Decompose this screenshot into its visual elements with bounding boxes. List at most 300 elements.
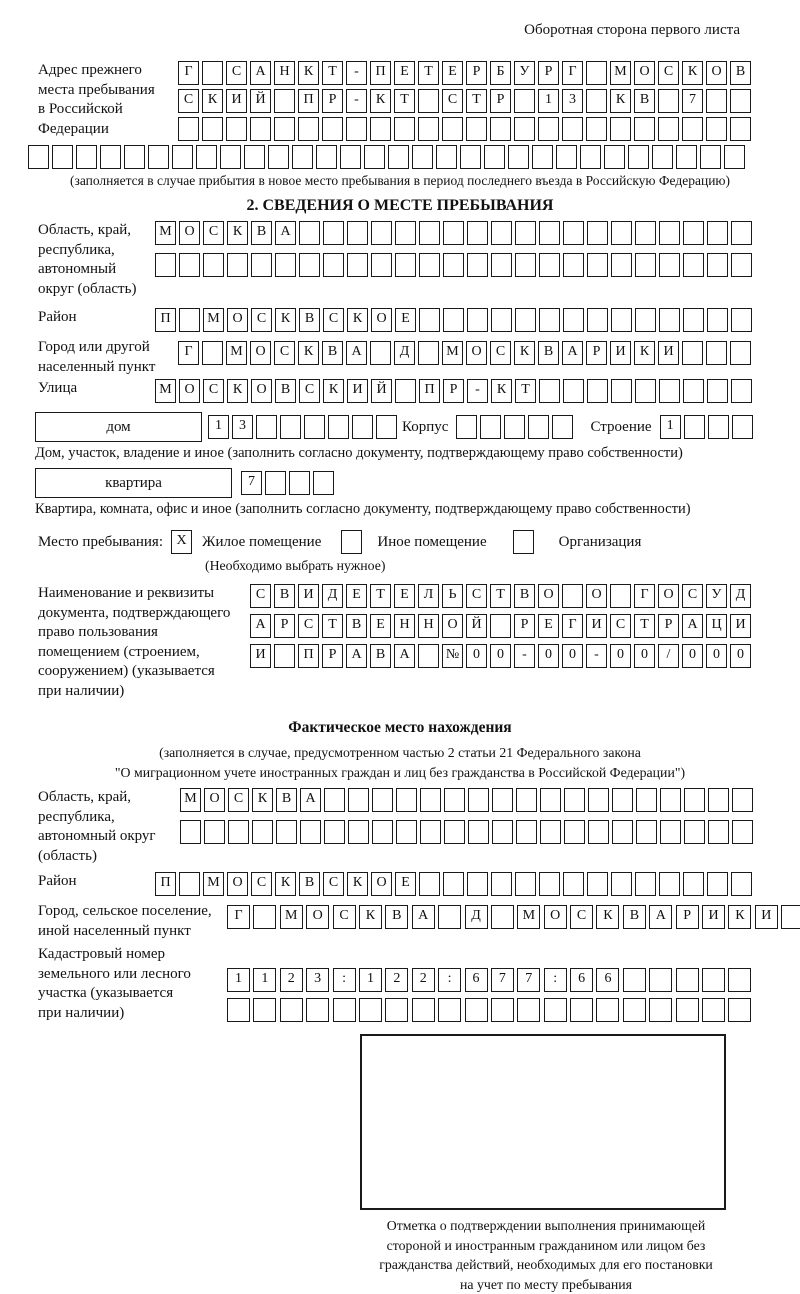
char-box[interactable] — [708, 415, 729, 439]
char-box[interactable]: А — [250, 61, 271, 85]
char-box[interactable]: Д — [730, 584, 751, 608]
char-box[interactable] — [418, 644, 439, 668]
char-box[interactable] — [180, 820, 201, 844]
char-box[interactable] — [596, 998, 619, 1022]
char-box[interactable]: 7 — [241, 471, 262, 495]
char-box[interactable]: Е — [370, 614, 391, 638]
char-box[interactable] — [289, 471, 310, 495]
char-box[interactable] — [227, 253, 248, 277]
char-box[interactable] — [539, 253, 560, 277]
checkbox-inoe[interactable] — [341, 530, 362, 554]
char-box[interactable]: М — [155, 379, 176, 403]
char-box[interactable]: Т — [322, 614, 343, 638]
char-box[interactable]: А — [412, 905, 435, 929]
char-box[interactable]: 1 — [208, 415, 229, 439]
char-box[interactable]: У — [514, 61, 535, 85]
char-box[interactable] — [730, 117, 751, 141]
char-box[interactable] — [148, 145, 169, 169]
char-box[interactable] — [570, 998, 593, 1022]
char-box[interactable] — [700, 145, 721, 169]
char-box[interactable] — [412, 145, 433, 169]
char-box[interactable] — [491, 253, 512, 277]
char-box[interactable] — [611, 308, 632, 332]
char-box[interactable]: И — [347, 379, 368, 403]
char-box[interactable]: Д — [322, 584, 343, 608]
char-box[interactable] — [563, 308, 584, 332]
char-box[interactable] — [683, 221, 704, 245]
char-box[interactable]: К — [682, 61, 703, 85]
char-box[interactable]: 1 — [227, 968, 250, 992]
char-box[interactable]: 7 — [517, 968, 540, 992]
char-box[interactable] — [706, 89, 727, 113]
char-box[interactable] — [371, 253, 392, 277]
char-box[interactable] — [306, 998, 329, 1022]
char-box[interactable]: Е — [442, 61, 463, 85]
char-box[interactable] — [348, 820, 369, 844]
char-box[interactable]: П — [370, 61, 391, 85]
char-box[interactable] — [395, 221, 416, 245]
char-box[interactable] — [304, 415, 325, 439]
char-box[interactable]: Й — [250, 89, 271, 113]
char-box[interactable] — [586, 89, 607, 113]
char-box[interactable]: В — [385, 905, 408, 929]
char-box[interactable] — [465, 998, 488, 1022]
char-box[interactable] — [540, 788, 561, 812]
char-box[interactable]: С — [251, 872, 272, 896]
char-box[interactable]: С — [203, 221, 224, 245]
char-box[interactable]: Р — [586, 341, 607, 365]
char-box[interactable] — [539, 379, 560, 403]
char-box[interactable]: С — [228, 788, 249, 812]
char-box[interactable]: Д — [394, 341, 415, 365]
char-box[interactable]: 0 — [490, 644, 511, 668]
char-box[interactable] — [683, 308, 704, 332]
char-box[interactable]: О — [371, 872, 392, 896]
char-box[interactable] — [732, 820, 753, 844]
char-box[interactable] — [588, 788, 609, 812]
char-box[interactable] — [323, 253, 344, 277]
char-box[interactable] — [636, 788, 657, 812]
char-box[interactable] — [628, 145, 649, 169]
char-box[interactable] — [635, 308, 656, 332]
char-box[interactable] — [514, 89, 535, 113]
char-box[interactable]: 6 — [596, 968, 619, 992]
char-box[interactable] — [371, 221, 392, 245]
char-box[interactable]: И — [250, 644, 271, 668]
char-box[interactable] — [252, 820, 273, 844]
char-box[interactable]: Т — [634, 614, 655, 638]
char-box[interactable] — [732, 788, 753, 812]
char-box[interactable] — [253, 905, 276, 929]
char-box[interactable] — [385, 998, 408, 1022]
char-box[interactable]: Н — [394, 614, 415, 638]
char-box[interactable] — [202, 61, 223, 85]
char-box[interactable] — [492, 788, 513, 812]
char-box[interactable] — [635, 253, 656, 277]
char-box[interactable] — [683, 379, 704, 403]
char-box[interactable] — [730, 89, 751, 113]
char-box[interactable] — [179, 308, 200, 332]
char-box[interactable] — [491, 308, 512, 332]
char-box[interactable]: 2 — [412, 968, 435, 992]
char-box[interactable]: В — [251, 221, 272, 245]
char-box[interactable] — [418, 89, 439, 113]
char-box[interactable] — [611, 379, 632, 403]
char-box[interactable] — [420, 820, 441, 844]
char-box[interactable]: Д — [465, 905, 488, 929]
char-box[interactable] — [227, 998, 250, 1022]
char-box[interactable] — [328, 415, 349, 439]
char-box[interactable] — [707, 221, 728, 245]
char-box[interactable]: К — [227, 221, 248, 245]
char-box[interactable]: И — [755, 905, 778, 929]
char-box[interactable]: Т — [490, 584, 511, 608]
char-box[interactable]: 3 — [562, 89, 583, 113]
char-box[interactable] — [178, 117, 199, 141]
char-box[interactable]: Р — [514, 614, 535, 638]
char-box[interactable] — [491, 872, 512, 896]
char-box[interactable]: : — [544, 968, 567, 992]
char-box[interactable]: В — [538, 341, 559, 365]
char-box[interactable]: Г — [178, 61, 199, 85]
char-box[interactable]: Е — [394, 61, 415, 85]
char-box[interactable] — [179, 253, 200, 277]
char-box[interactable]: М — [610, 61, 631, 85]
char-box[interactable] — [611, 253, 632, 277]
char-box[interactable] — [676, 998, 699, 1022]
char-box[interactable] — [604, 145, 625, 169]
char-box[interactable]: 2 — [280, 968, 303, 992]
char-box[interactable] — [480, 415, 501, 439]
char-box[interactable]: 1 — [660, 415, 681, 439]
char-box[interactable]: А — [394, 644, 415, 668]
char-box[interactable] — [268, 145, 289, 169]
char-box[interactable] — [359, 998, 382, 1022]
char-box[interactable] — [660, 820, 681, 844]
char-box[interactable] — [676, 145, 697, 169]
char-box[interactable] — [420, 788, 441, 812]
char-box[interactable] — [172, 145, 193, 169]
char-box[interactable] — [467, 872, 488, 896]
char-box[interactable] — [274, 89, 295, 113]
char-box[interactable] — [347, 253, 368, 277]
char-box[interactable]: О — [658, 584, 679, 608]
char-box[interactable]: 3 — [306, 968, 329, 992]
char-box[interactable] — [652, 145, 673, 169]
char-box[interactable] — [419, 253, 440, 277]
char-box[interactable] — [684, 415, 705, 439]
char-box[interactable] — [442, 117, 463, 141]
char-box[interactable]: 3 — [232, 415, 253, 439]
char-box[interactable]: В — [370, 644, 391, 668]
char-box[interactable]: О — [586, 584, 607, 608]
char-box[interactable]: А — [250, 614, 271, 638]
char-box[interactable]: Е — [395, 872, 416, 896]
char-box[interactable] — [563, 872, 584, 896]
char-box[interactable] — [466, 117, 487, 141]
char-box[interactable] — [438, 998, 461, 1022]
char-box[interactable] — [468, 788, 489, 812]
char-box[interactable]: Е — [394, 584, 415, 608]
char-box[interactable] — [100, 145, 121, 169]
char-box[interactable] — [728, 998, 751, 1022]
char-box[interactable] — [634, 117, 655, 141]
char-box[interactable] — [563, 379, 584, 403]
char-box[interactable]: 6 — [570, 968, 593, 992]
char-box[interactable] — [419, 308, 440, 332]
char-box[interactable]: В — [730, 61, 751, 85]
char-box[interactable] — [443, 221, 464, 245]
char-box[interactable]: О — [634, 61, 655, 85]
char-box[interactable] — [728, 968, 751, 992]
char-box[interactable] — [276, 820, 297, 844]
char-box[interactable] — [682, 117, 703, 141]
char-box[interactable] — [707, 872, 728, 896]
char-box[interactable] — [730, 341, 751, 365]
char-box[interactable] — [612, 820, 633, 844]
char-box[interactable] — [274, 644, 295, 668]
char-box[interactable] — [460, 145, 481, 169]
char-box[interactable] — [659, 221, 680, 245]
char-box[interactable] — [586, 61, 607, 85]
house-type-box[interactable]: дом — [35, 412, 202, 442]
char-box[interactable]: 1 — [253, 968, 276, 992]
char-box[interactable] — [684, 788, 705, 812]
char-box[interactable]: 1 — [359, 968, 382, 992]
char-box[interactable] — [419, 872, 440, 896]
char-box[interactable]: С — [442, 89, 463, 113]
char-box[interactable] — [347, 221, 368, 245]
char-box[interactable]: К — [370, 89, 391, 113]
char-box[interactable] — [660, 788, 681, 812]
char-box[interactable]: И — [298, 584, 319, 608]
char-box[interactable]: С — [323, 308, 344, 332]
checkbox-org[interactable] — [513, 530, 534, 554]
char-box[interactable] — [504, 415, 525, 439]
char-box[interactable]: К — [275, 308, 296, 332]
char-box[interactable]: И — [730, 614, 751, 638]
char-box[interactable]: М — [203, 872, 224, 896]
char-box[interactable] — [202, 341, 223, 365]
apartment-type-box[interactable]: квартира — [35, 468, 232, 498]
char-box[interactable]: Р — [490, 89, 511, 113]
char-box[interactable]: О — [204, 788, 225, 812]
char-box[interactable] — [514, 117, 535, 141]
char-box[interactable] — [587, 379, 608, 403]
char-box[interactable] — [556, 145, 577, 169]
char-box[interactable]: 0 — [682, 644, 703, 668]
char-box[interactable] — [313, 471, 334, 495]
char-box[interactable] — [516, 820, 537, 844]
char-box[interactable] — [244, 145, 265, 169]
char-box[interactable] — [515, 872, 536, 896]
char-box[interactable]: П — [155, 308, 176, 332]
char-box[interactable] — [372, 820, 393, 844]
char-box[interactable] — [395, 379, 416, 403]
char-box[interactable] — [702, 968, 725, 992]
char-box[interactable] — [708, 820, 729, 844]
char-box[interactable] — [708, 788, 729, 812]
char-box[interactable]: С — [178, 89, 199, 113]
char-box[interactable] — [340, 145, 361, 169]
char-box[interactable]: Г — [227, 905, 250, 929]
char-box[interactable] — [580, 145, 601, 169]
char-box[interactable]: И — [586, 614, 607, 638]
char-box[interactable]: - — [514, 644, 535, 668]
char-box[interactable] — [124, 145, 145, 169]
char-box[interactable] — [539, 221, 560, 245]
char-box[interactable] — [265, 471, 286, 495]
char-box[interactable] — [280, 415, 301, 439]
char-box[interactable]: В — [514, 584, 535, 608]
char-box[interactable]: И — [658, 341, 679, 365]
char-box[interactable]: О — [306, 905, 329, 929]
char-box[interactable] — [228, 820, 249, 844]
char-box[interactable]: - — [346, 61, 367, 85]
char-box[interactable] — [562, 117, 583, 141]
char-box[interactable] — [251, 253, 272, 277]
char-box[interactable] — [731, 253, 752, 277]
char-box[interactable]: А — [300, 788, 321, 812]
char-box[interactable] — [724, 145, 745, 169]
char-box[interactable] — [456, 415, 477, 439]
char-box[interactable]: М — [517, 905, 540, 929]
char-box[interactable]: С — [658, 61, 679, 85]
char-box[interactable] — [532, 145, 553, 169]
char-box[interactable] — [538, 117, 559, 141]
char-box[interactable]: Г — [634, 584, 655, 608]
char-box[interactable] — [658, 117, 679, 141]
char-box[interactable] — [682, 341, 703, 365]
char-box[interactable] — [394, 117, 415, 141]
char-box[interactable] — [203, 253, 224, 277]
char-box[interactable] — [253, 998, 276, 1022]
char-box[interactable]: С — [274, 341, 295, 365]
char-box[interactable] — [372, 788, 393, 812]
char-box[interactable]: К — [491, 379, 512, 403]
char-box[interactable] — [322, 117, 343, 141]
char-box[interactable] — [564, 820, 585, 844]
char-box[interactable]: С — [203, 379, 224, 403]
char-box[interactable]: С — [570, 905, 593, 929]
char-box[interactable] — [333, 998, 356, 1022]
char-box[interactable]: К — [323, 379, 344, 403]
char-box[interactable] — [683, 872, 704, 896]
char-box[interactable]: № — [442, 644, 463, 668]
char-box[interactable]: Т — [466, 89, 487, 113]
char-box[interactable] — [707, 253, 728, 277]
char-box[interactable] — [443, 308, 464, 332]
char-box[interactable]: А — [649, 905, 672, 929]
char-box[interactable] — [275, 253, 296, 277]
char-box[interactable] — [155, 253, 176, 277]
char-box[interactable] — [635, 379, 656, 403]
char-box[interactable]: 0 — [634, 644, 655, 668]
char-box[interactable] — [280, 998, 303, 1022]
char-box[interactable]: 6 — [465, 968, 488, 992]
char-box[interactable]: Г — [178, 341, 199, 365]
char-box[interactable]: А — [346, 644, 367, 668]
char-box[interactable] — [683, 253, 704, 277]
char-box[interactable] — [467, 221, 488, 245]
char-box[interactable] — [364, 145, 385, 169]
char-box[interactable]: П — [155, 872, 176, 896]
char-box[interactable] — [444, 820, 465, 844]
char-box[interactable]: С — [298, 614, 319, 638]
char-box[interactable]: М — [442, 341, 463, 365]
char-box[interactable] — [706, 117, 727, 141]
char-box[interactable] — [220, 145, 241, 169]
char-box[interactable]: Ь — [442, 584, 463, 608]
char-box[interactable]: 2 — [385, 968, 408, 992]
char-box[interactable]: С — [226, 61, 247, 85]
char-box[interactable] — [586, 117, 607, 141]
char-box[interactable]: Р — [443, 379, 464, 403]
char-box[interactable]: С — [251, 308, 272, 332]
char-box[interactable]: С — [323, 872, 344, 896]
char-box[interactable]: К — [514, 341, 535, 365]
char-box[interactable] — [370, 117, 391, 141]
char-box[interactable]: А — [275, 221, 296, 245]
char-box[interactable] — [418, 117, 439, 141]
char-box[interactable] — [376, 415, 397, 439]
char-box[interactable] — [346, 117, 367, 141]
char-box[interactable]: К — [298, 341, 319, 365]
char-box[interactable]: М — [180, 788, 201, 812]
char-box[interactable] — [659, 872, 680, 896]
char-box[interactable] — [352, 415, 373, 439]
char-box[interactable]: В — [275, 379, 296, 403]
char-box[interactable]: Н — [274, 61, 295, 85]
char-box[interactable] — [274, 117, 295, 141]
char-box[interactable] — [467, 308, 488, 332]
char-box[interactable]: Е — [395, 308, 416, 332]
char-box[interactable] — [298, 117, 319, 141]
char-box[interactable] — [438, 905, 461, 929]
char-box[interactable]: С — [490, 341, 511, 365]
char-box[interactable] — [781, 905, 800, 929]
char-box[interactable] — [396, 788, 417, 812]
char-box[interactable] — [676, 968, 699, 992]
char-box[interactable] — [395, 253, 416, 277]
char-box[interactable]: О — [227, 872, 248, 896]
char-box[interactable]: Е — [346, 584, 367, 608]
char-box[interactable] — [443, 253, 464, 277]
char-box[interactable]: М — [203, 308, 224, 332]
char-box[interactable]: 0 — [562, 644, 583, 668]
char-box[interactable]: - — [346, 89, 367, 113]
char-box[interactable] — [323, 221, 344, 245]
char-box[interactable]: 0 — [466, 644, 487, 668]
char-box[interactable]: 0 — [610, 644, 631, 668]
char-box[interactable] — [250, 117, 271, 141]
char-box[interactable] — [587, 253, 608, 277]
char-box[interactable]: К — [728, 905, 751, 929]
char-box[interactable] — [467, 253, 488, 277]
char-box[interactable]: Е — [538, 614, 559, 638]
char-box[interactable] — [226, 117, 247, 141]
char-box[interactable]: К — [359, 905, 382, 929]
char-box[interactable]: О — [179, 221, 200, 245]
char-box[interactable] — [436, 145, 457, 169]
char-box[interactable] — [612, 788, 633, 812]
char-box[interactable]: Р — [322, 644, 343, 668]
char-box[interactable]: Т — [394, 89, 415, 113]
char-box[interactable]: С — [333, 905, 356, 929]
char-box[interactable] — [540, 820, 561, 844]
char-box[interactable]: С — [466, 584, 487, 608]
char-box[interactable]: 7 — [491, 968, 514, 992]
